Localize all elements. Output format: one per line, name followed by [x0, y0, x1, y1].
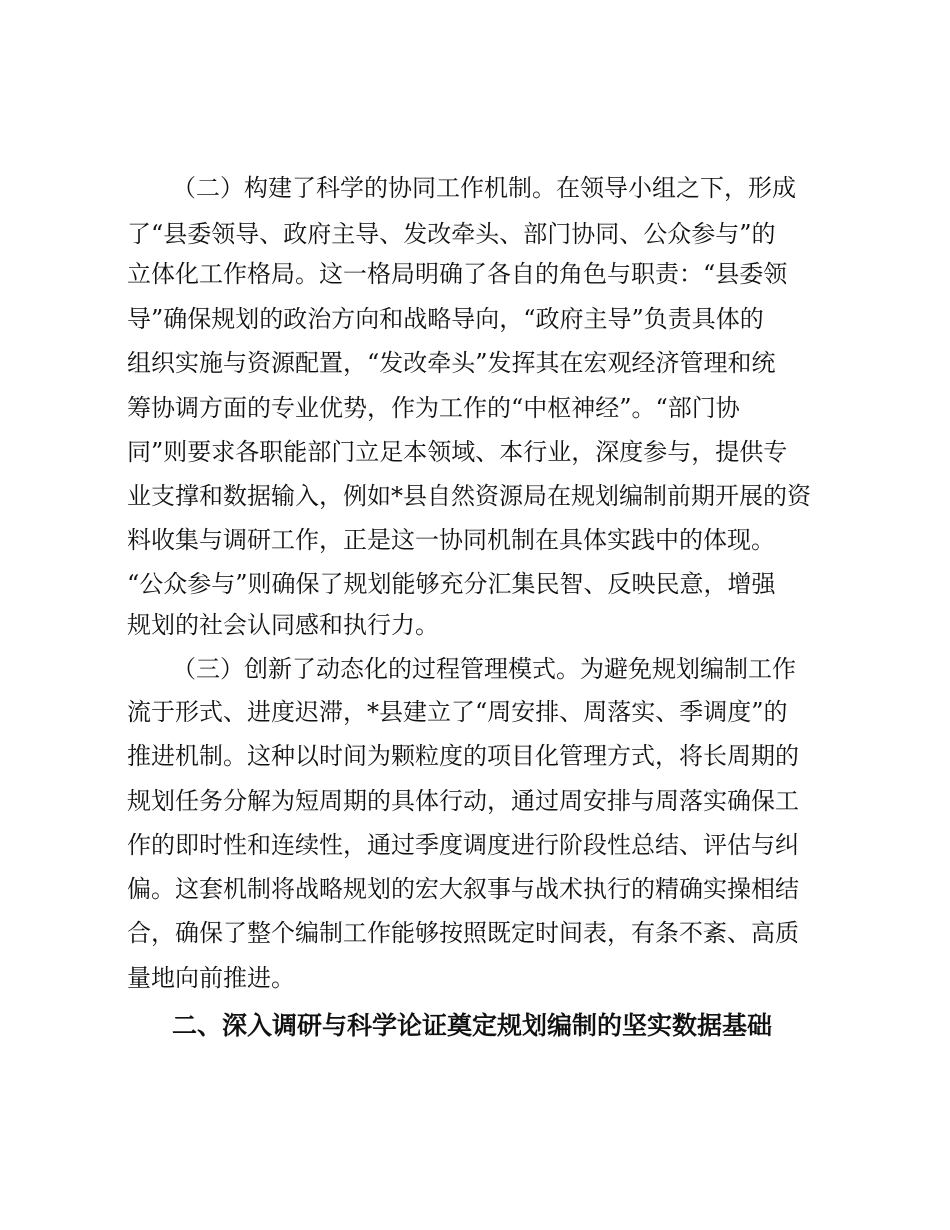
paragraph-2-line-4: 导”确保规划的政治方向和战略导向，“政府主导”负责具体的 [127, 305, 764, 333]
paragraph-2-line-3: 立体化工作格局。这一格局明确了各自的角色与职责：“县委领 [127, 260, 788, 288]
paragraph-3-line-2: 流于形式、进度迟滞，*县建立了“周安排、周落实、季调度”的 [127, 698, 788, 726]
paragraph-2-line-1: （二）构建了科学的协同工作机制。在领导小组之下，形成 [172, 174, 796, 202]
paragraph-2-line-7: 同”则要求各职能部门立足本领域、本行业，深度参与，提供专 [127, 438, 788, 466]
paragraph-2-line-2: 了“县委领导、政府主导、发改牵头、部门协同、公众参与”的 [127, 220, 776, 248]
paragraph-2-line-5: 组织实施与资源配置，“发改牵头”发挥其在宏观经济管理和统 [127, 349, 776, 377]
paragraph-3-line-1: （三）创新了动态化的过程管理模式。为避免规划编制工作 [172, 655, 796, 683]
section-heading: 二、深入调研与科学论证奠定规划编制的坚实数据基础 [172, 1011, 773, 1040]
paragraph-3-line-3: 推进机制。这种以时间为颗粒度的项目化管理方式，将长周期的 [127, 742, 799, 770]
paragraph-3-line-8: 量地向前推进。 [127, 964, 295, 992]
paragraph-3-line-6: 偏。这套机制将战略规划的宏大叙事与战术执行的精确实操相结 [127, 875, 799, 903]
paragraph-2-line-11: 规划的社会认同感和执行力。 [127, 611, 439, 639]
paragraph-2-line-8: 业支撑和数据输入，例如*县自然资源局在规划编制前期开展的资 [127, 482, 811, 510]
paragraph-2-line-6: 筹协调方面的专业优势，作为工作的“中枢神经”。“部门协 [127, 394, 740, 422]
paragraph-2-line-9: 料收集与调研工作，正是这一协同机制在具体实践中的体现。 [127, 526, 775, 554]
paragraph-3-line-5: 作的即时性和连续性，通过季度调度进行阶段性总结、评估与纠 [127, 831, 799, 859]
paragraph-3-line-7: 合，确保了整个编制工作能够按照既定时间表，有条不紊、高质 [127, 919, 799, 947]
paragraph-3-line-4: 规划任务分解为短周期的具体行动，通过周安排与周落实确保工 [127, 787, 799, 815]
paragraph-2-line-10: “公众参与”则确保了规划能够充分汇集民智、反映民意，增强 [127, 570, 776, 598]
